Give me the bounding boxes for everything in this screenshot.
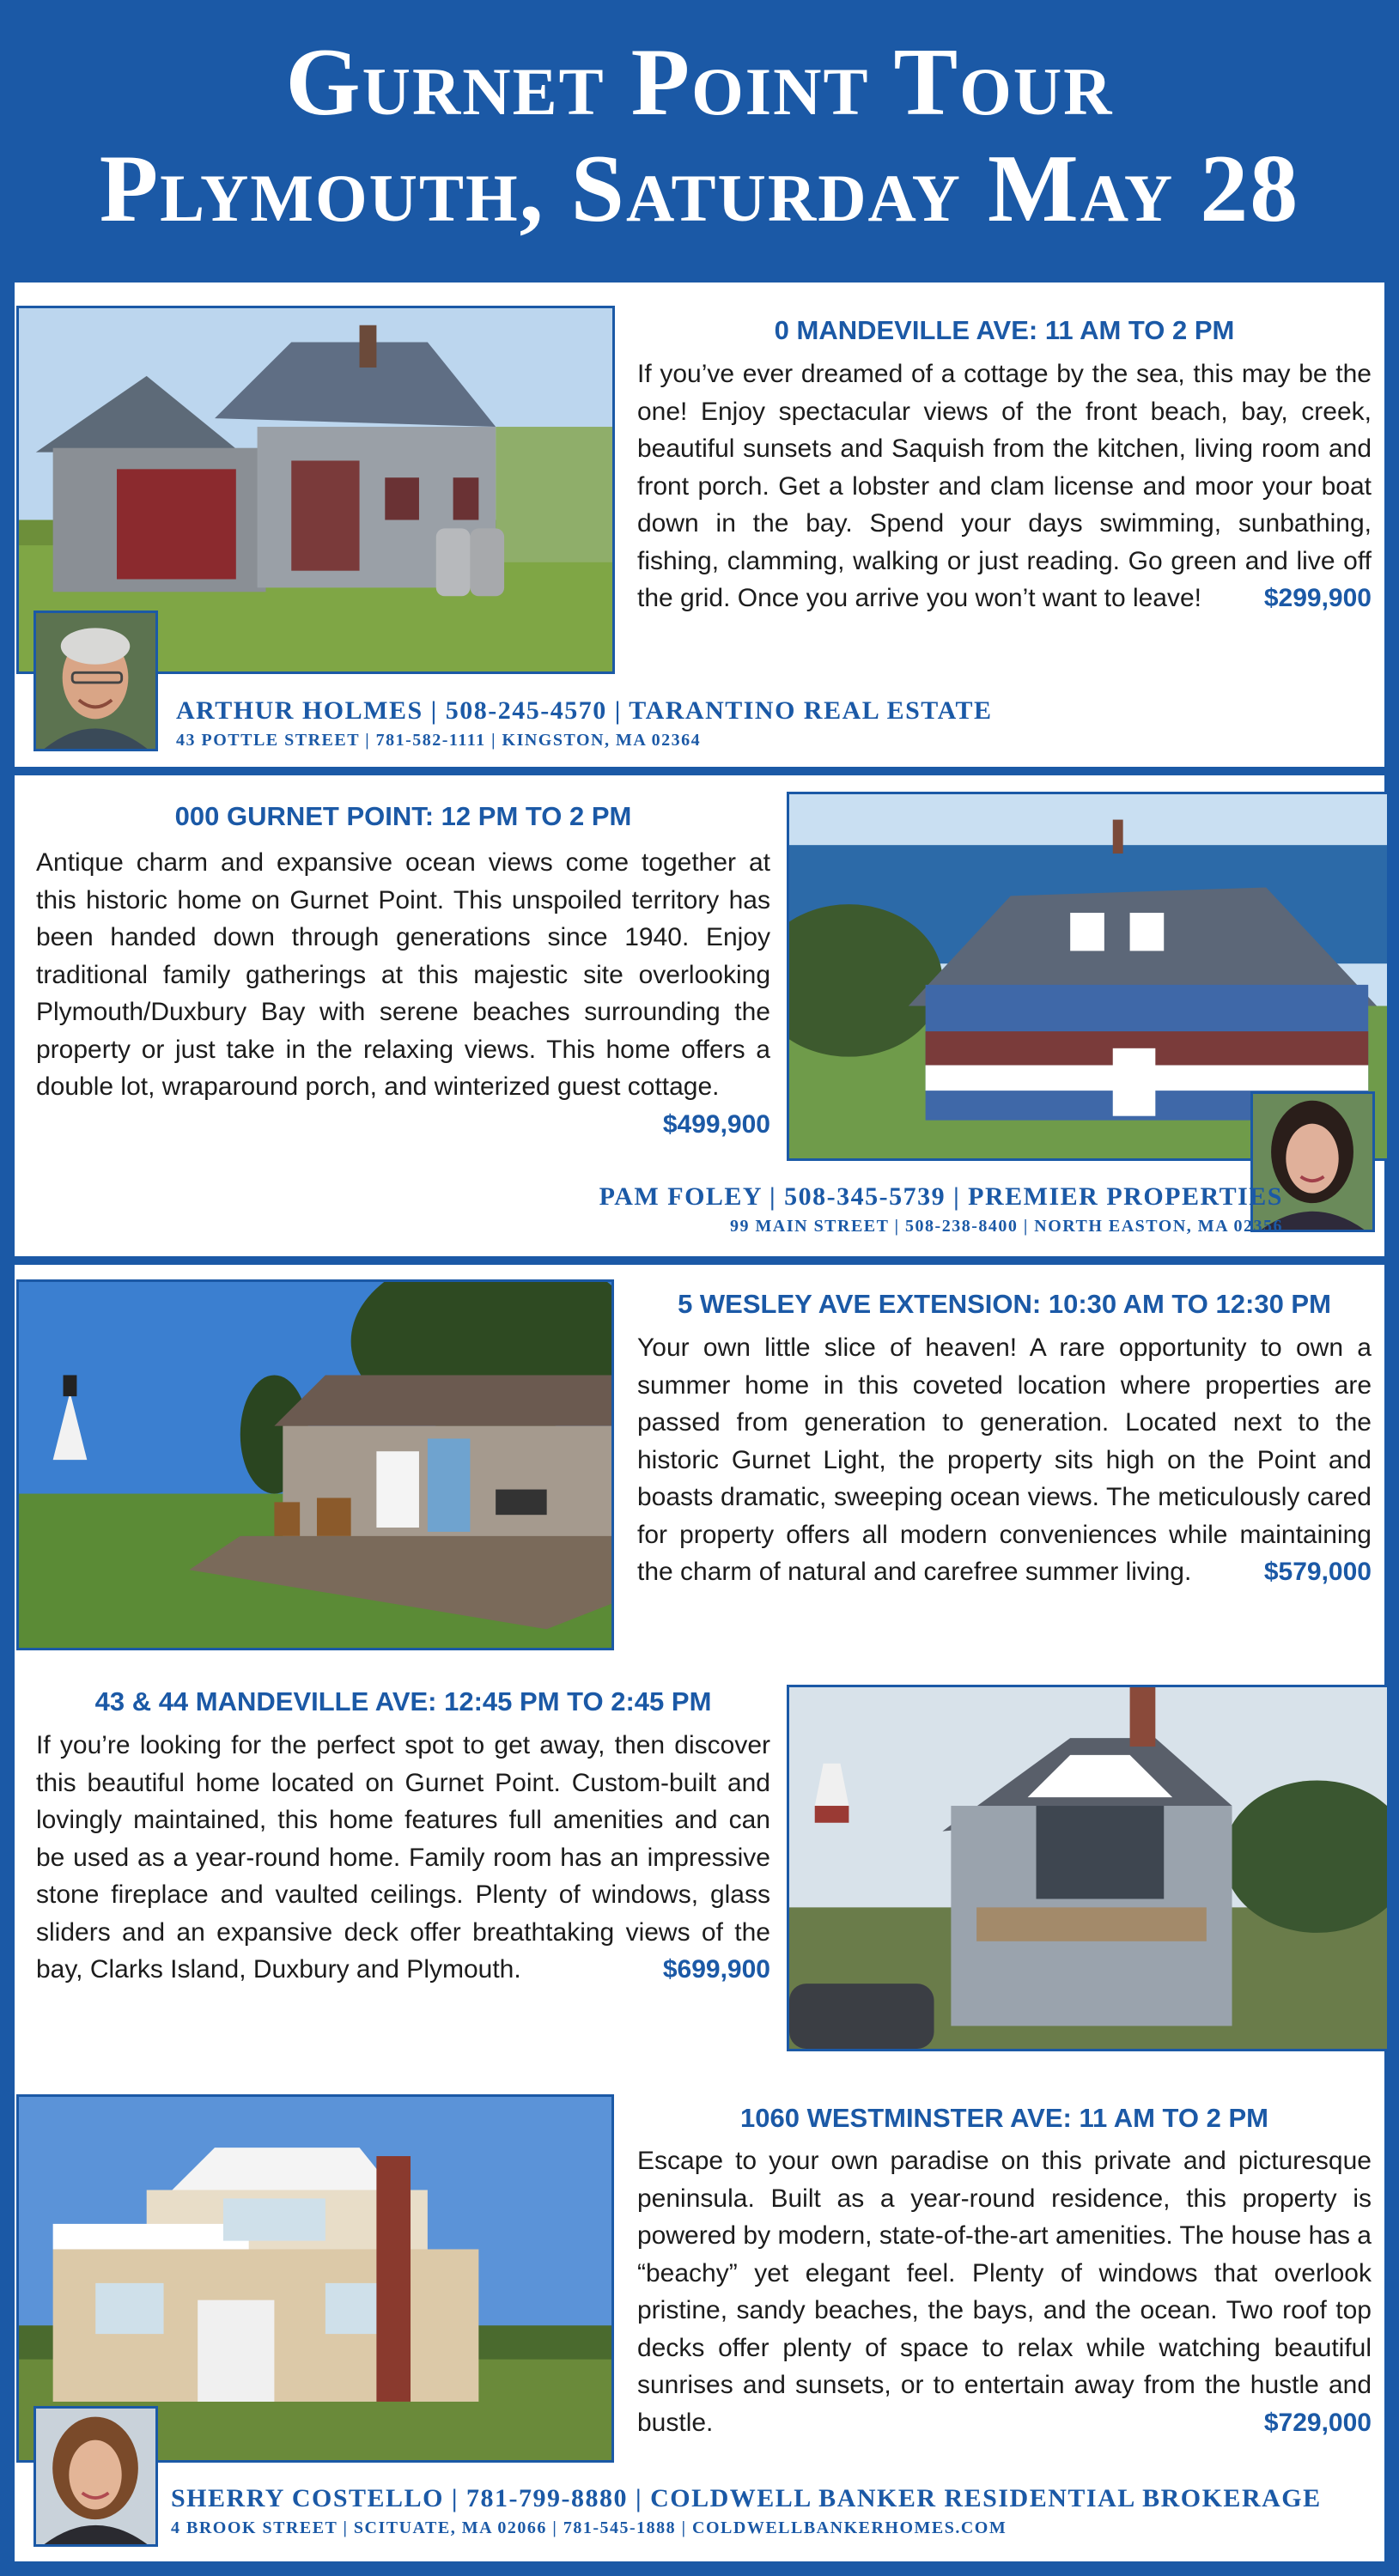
listing-description xyxy=(36,1727,770,1989)
listing-price: $729,000 xyxy=(1263,2408,1372,2437)
listing-photo-43-44-mandeville xyxy=(787,1685,1390,2051)
listing-description xyxy=(637,355,1372,617)
agent-contact: SHERRY COSTELLO | 781-799-8880 | COLDWELL BANKER RESIDENTIAL BROKERAGE xyxy=(171,2484,1322,2512)
listing-description-text: If you’ve ever dreamed of a cottage by the sea, this may be the one! Enjoy spectacular views of the front beach, bay, creek, beautiful sunsets and Saquish from the kitchen, living room and front porch. Get a lobster and clam license and moor your boat down in the bay. Spend your days swimming, sunbathing, fishing, clamming, walking or just reading. Go green and live off the grid. Once you arrive you won’t want to leave! xyxy=(637,360,1372,612)
flyer-header xyxy=(0,0,1399,280)
listing-description-text: Antique charm and expansive ocean views come together at this historic home on Gurnet Point. This unspoiled territory has been handed down through generations since 1940. Enjoy traditional family gatherings at this majestic site overlooking Plymouth/Duxbury Bay with serene beaches surrounding the property or just take in the relaxing views. This home offers a double lot, wraparound porch, and winterized guest cottage. xyxy=(36,848,770,1101)
listing-price: $499,900 xyxy=(662,1109,770,1139)
header-subtitle: Plymouth, Saturday May 28 xyxy=(99,136,1300,242)
agent-portrait-arthur-holmes xyxy=(33,611,158,751)
listing-title: 1060 WESTMINSTER AVE: 11 AM TO 2 PM xyxy=(740,2103,1268,2133)
listing-title: 43 & 44 MANDEVILLE AVE: 12:45 PM TO 2:45 PM xyxy=(94,1686,712,1716)
listing-title: 0 MANDEVILLE AVE: 11 AM TO 2 PM xyxy=(774,315,1235,345)
listing-description-text: Escape to your own paradise on this private and picturesque peninsula. Built as a year-round residence, this property is powered by modern, state-of-the-art amenities. The house has a “beachy” yet elegant feel. Plenty of windows that overlook pristine, sandy beaches, the bays, and the ocean. Two roof top decks offer plenty of space to relax while watching beautiful sunrises and sunsets, or to entertain away from the hustle and bustle. xyxy=(637,2147,1372,2437)
listing-description xyxy=(36,844,770,1143)
agent-office-address: 43 POTTLE STREET | 781-582-1111 | KINGSTON, MA 02364 xyxy=(176,731,702,750)
listing-description-text: Your own little slice of heaven! A rare opportunity to own a summer home in this coveted location where properties are passed from generation to generation. Located next to the historic Gurnet Light, the property sits high on the Point and boasts dramatic, sweeping ocean views. The meticulously cared for property offers all modern conveniences while maintaining the charm of natural and carefree summer living. xyxy=(637,1334,1372,1586)
listing-panel-2 xyxy=(12,773,1387,1259)
agent-contact: PAM FOLEY | 508-345-5739 | PREMIER PROPERTIES xyxy=(599,1182,1283,1211)
listing-photo-wesley-ave xyxy=(16,1279,614,1650)
listing-price: $579,000 xyxy=(1263,1558,1372,1586)
listing-description xyxy=(637,2142,1372,2441)
agent-portrait-sherry-costello xyxy=(33,2406,158,2547)
listing-price: $299,900 xyxy=(1263,584,1372,612)
agent-contact: ARTHUR HOLMES | 508-245-4570 | TARANTINO REAL ESTATE xyxy=(176,696,993,725)
listing-title: 5 WESLEY AVE EXTENSION: 10:30 AM TO 12:30 PM xyxy=(678,1289,1331,1319)
listing-description-text: If you’re looking for the perfect spot to get away, then discover this beautiful home located on Gurnet Point. Custom-built and lovingly maintained, this home features full amenities and can be used as a year-round home. Family room has an impressive stone fireplace and vaulted ceilings. Plenty of windows, glass sliders and an expansive deck offer breathtaking views of the bay, Clarks Island, Duxbury and Plymouth. xyxy=(36,1731,770,1984)
listing-title: 000 GURNET POINT: 12 PM TO 2 PM xyxy=(174,801,632,831)
listing-price: $699,900 xyxy=(662,1955,770,1984)
agent-office-address: 4 BROOK STREET | SCITUATE, MA 02066 | 781-545-1888 | COLDWELLBANKERHOMES.COM xyxy=(171,2518,1007,2537)
header-title: Gurnet Point Tour xyxy=(285,29,1114,136)
agent-office-address: 99 MAIN STREET | 508-238-8400 | NORTH EASTON, MA 02356 xyxy=(730,1217,1283,1236)
listing-panel-1 xyxy=(12,280,1387,769)
listing-description xyxy=(637,1329,1372,1591)
listing-panel-3 xyxy=(12,1262,1387,2564)
